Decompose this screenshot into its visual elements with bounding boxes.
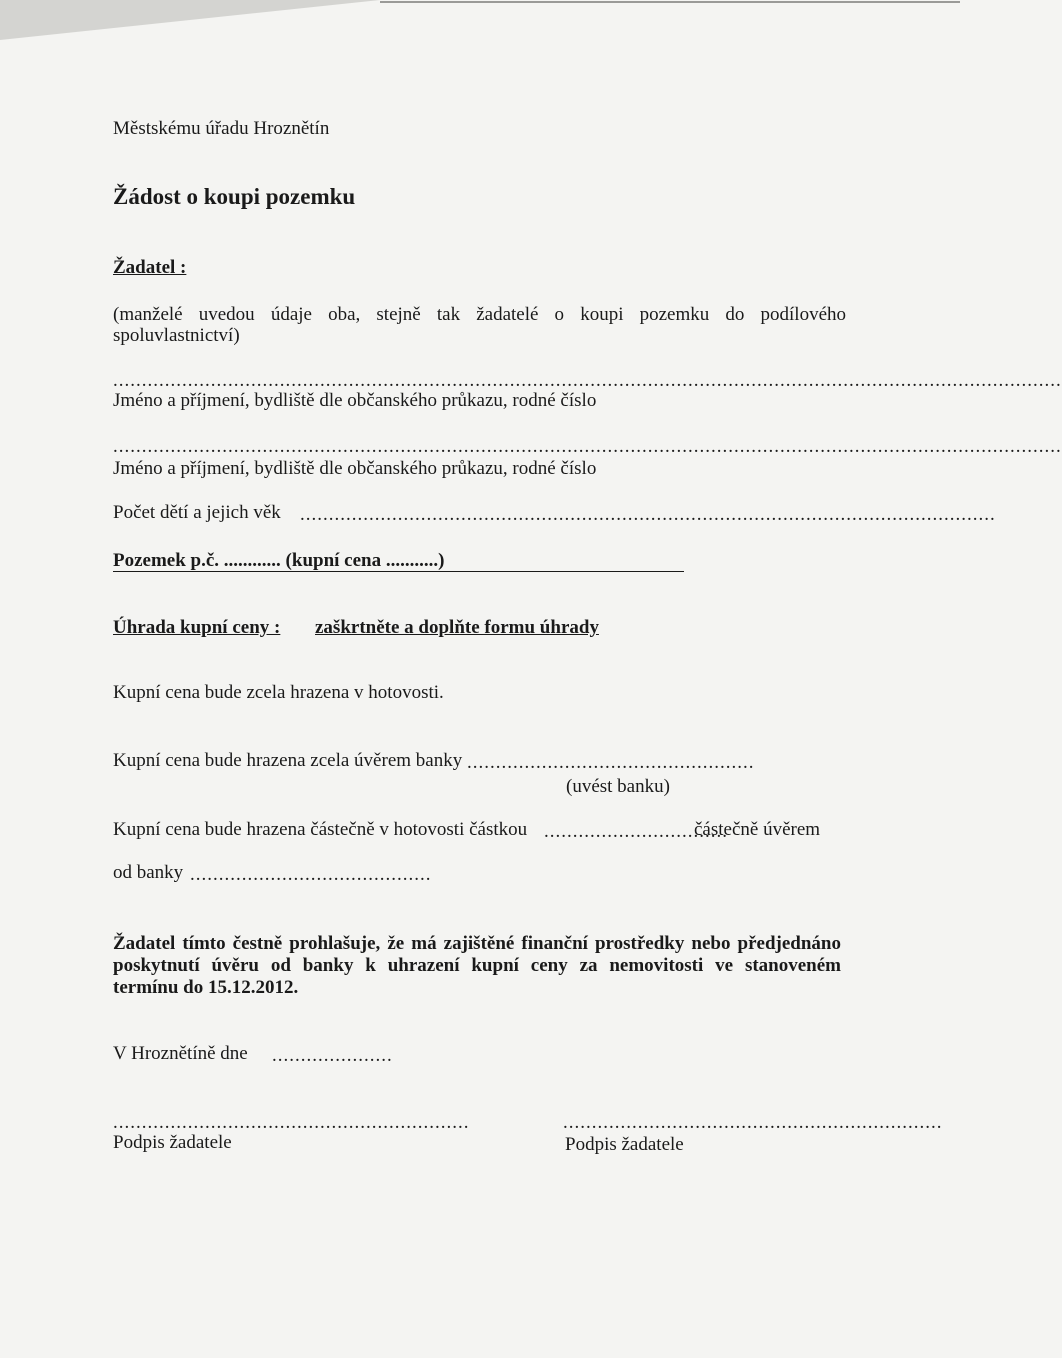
page-title: Žádost o koupi pozemku	[113, 184, 356, 209]
person1-fill-line[interactable]: .....................................................................................................................................................................	[113, 370, 1062, 391]
scan-edge-shadow	[0, 0, 960, 40]
partial-amount-fill-line[interactable]: ................................	[544, 821, 728, 842]
payment-heading: Úhrada kupní ceny :	[113, 617, 281, 638]
option-loan[interactable]: Kupní cena bude hrazena zcela úvěrem banky	[113, 750, 463, 771]
person2-fill-line[interactable]: .....................................................................................................................................................................	[113, 436, 1062, 457]
option-partial-loan: částečně úvěrem	[694, 819, 821, 840]
applicant-heading: Žadatel :	[113, 257, 187, 278]
signature-right-line[interactable]: ..................................................................	[563, 1112, 943, 1133]
place-date-label: V Hroznětíně dne	[113, 1043, 248, 1064]
spouses-note-line1: (manželé uvedou údaje oba, stejně tak žadatelé o koupi pozemku do podílového	[113, 304, 846, 325]
date-fill-line[interactable]: .....................	[272, 1045, 393, 1066]
person2-label: Jméno a příjmení, bydliště dle občanského průkazu, rodné číslo	[113, 458, 597, 479]
plot-underline	[113, 571, 684, 572]
payment-instruction: zaškrtněte a doplňte formu úhrady	[315, 617, 599, 638]
declaration-line2: poskytnutí úvěru od banky k uhrazení kupní ceny za nemovitosti ve stanoveném	[113, 955, 841, 976]
from-bank-fill-line[interactable]: ..........................................	[190, 864, 432, 885]
option-partial[interactable]: Kupní cena bude hrazena částečně v hotovosti částkou	[113, 819, 528, 840]
bleed-through-decoration	[240, 210, 244, 226]
from-bank-label: od banky	[113, 862, 184, 883]
declaration-line3: termínu do 15.12.2012.	[113, 977, 299, 998]
signature-left-label: Podpis žadatele	[113, 1132, 232, 1153]
declaration-line1: Žadatel tímto čestně prohlašuje, že má zajištěné finanční prostředky nebo předjednáno	[113, 933, 841, 954]
plot-line[interactable]: Pozemek p.č. ............ (kupní cena ...........)	[113, 550, 445, 571]
bank-hint: (uvést banku)	[566, 776, 670, 797]
signature-right-label: Podpis žadatele	[565, 1134, 684, 1155]
signature-left-line[interactable]: ..............................................................	[113, 1112, 470, 1133]
spouses-note-line2: spoluvlastnictví)	[113, 325, 240, 346]
children-label: Počet dětí a jejich věk	[113, 502, 281, 523]
bank-fill-line[interactable]: ..................................................	[467, 752, 755, 773]
recipient: Městskému úřadu Hroznětín	[113, 118, 330, 139]
children-fill-line[interactable]: .........................................................................................................................	[300, 504, 996, 525]
option-cash[interactable]: Kupní cena bude zcela hrazena v hotovosti.	[113, 682, 444, 703]
person1-label: Jméno a příjmení, bydliště dle občanského průkazu, rodné číslo	[113, 390, 597, 411]
